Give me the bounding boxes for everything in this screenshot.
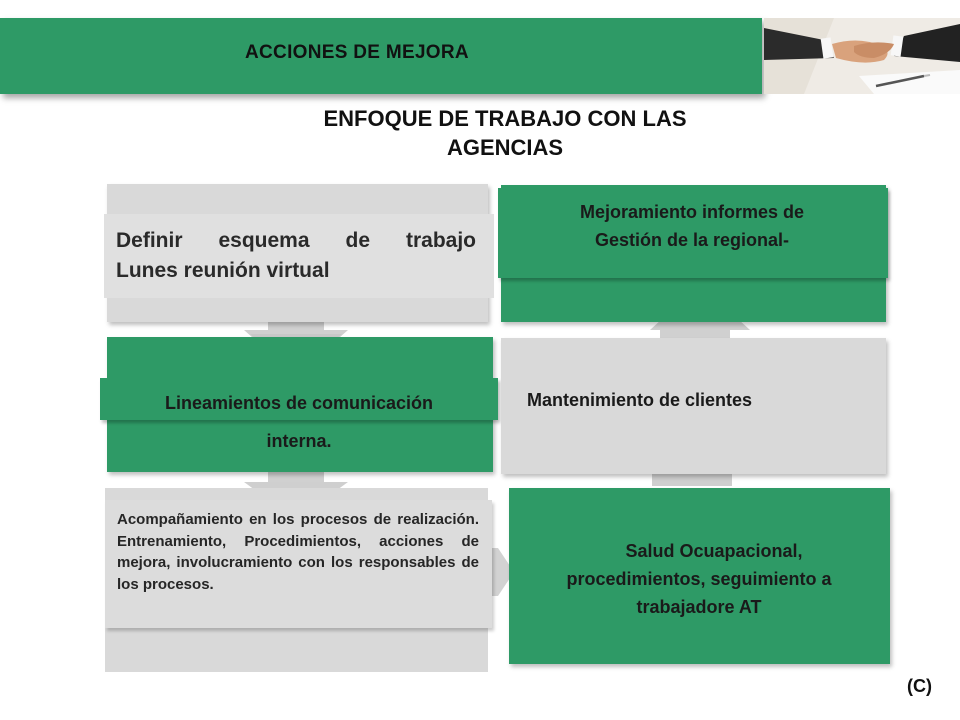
step-box-4-text [514,537,884,621]
step-2-line-1: Lineamientos de comunicación [164,393,434,413]
step-box-1-text [116,226,476,286]
step-box-3-text: Acompañamiento en los procesos de realización. Entrenamiento, Procedimientos, acciones de mejora, involucramiento con los responsables de los procesos. [117,511,479,593]
subtitle-line-1: ENFOQUE DE TRABAJO CON LAS [323,106,687,131]
step-4-line-2: procedimientos, seguimiento a [566,569,832,589]
step-box-2-text [110,384,488,460]
banner-title: ACCIONES DE MEJORA [245,42,469,63]
step-box-5-text: Mantenimiento de clientes [527,390,753,410]
step-4-line-3: trabajadore AT [636,597,762,617]
step-4-line-1: Salud Ocuapacional, [625,541,803,561]
step-6-line-2: Gestión de la regional- [594,230,790,250]
step-2-line-2: interna. [266,431,332,451]
step-6-line-1: Mejoramiento informes de [579,202,805,222]
step-1-line-1: Definir esquema de trabajo [116,229,476,252]
slide-tag: (C) [907,676,932,696]
step-box-6-text [505,198,879,254]
step-1-line-2: Lunes reunión virtual [116,259,330,282]
subtitle-line-2: AGENCIAS [446,135,564,160]
